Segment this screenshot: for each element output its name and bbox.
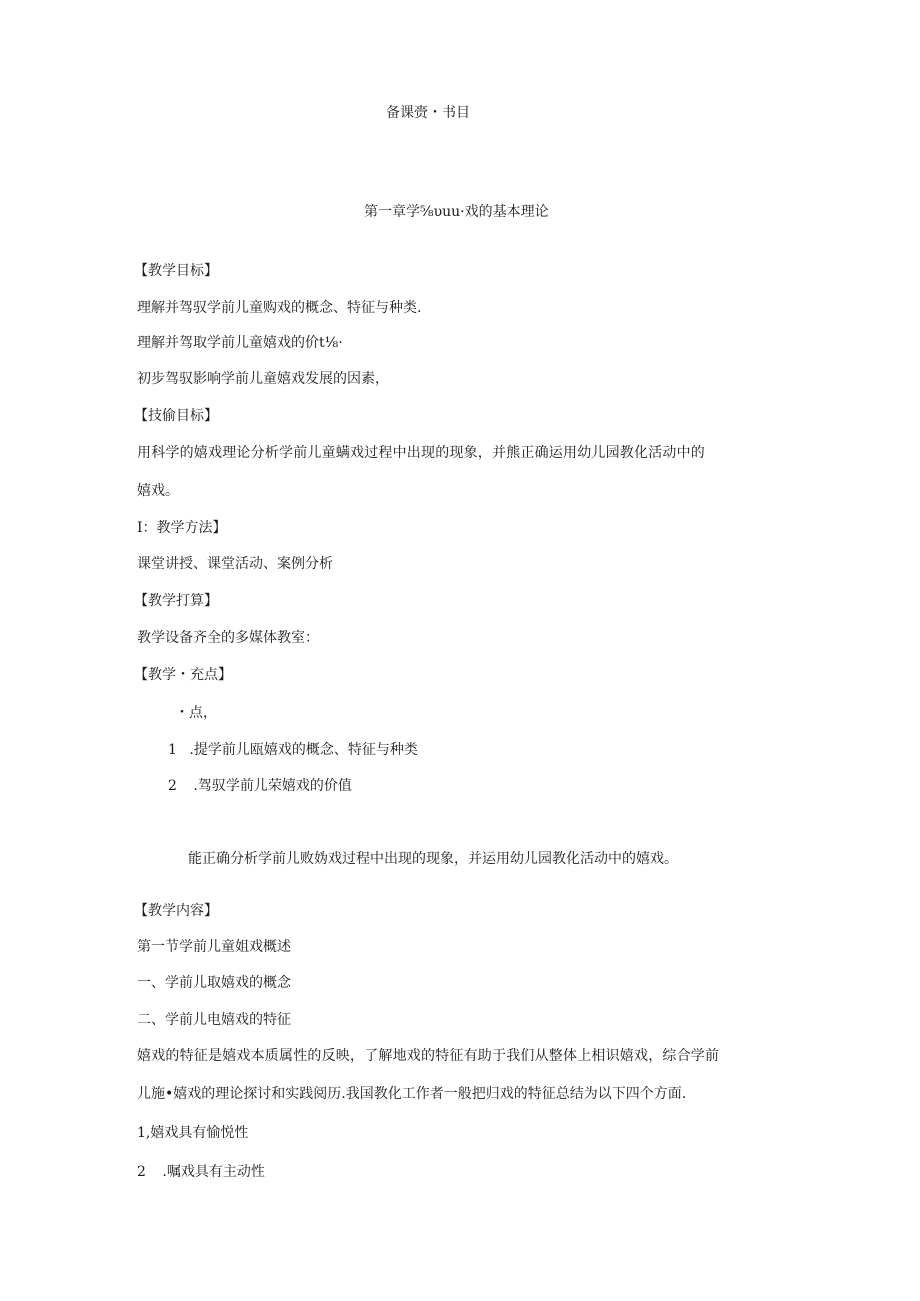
goal-item: 初步驾驭影响学前儿童嬉戏发展的因素，: [137, 371, 389, 387]
subsection-title: 二、学前儿电嬉戏的特征: [137, 1012, 291, 1028]
key-points-sub: ・点，: [175, 705, 217, 721]
goals-heading: 【教学目标】: [134, 263, 218, 279]
plan-heading: 【教学打算】: [134, 593, 218, 609]
methods-heading: I：教学方法】: [137, 520, 227, 536]
chapter-title: 第一章学⅝υuu·戏的基本理论: [364, 204, 549, 220]
subsection-title: 一、学前儿取嬉戏的概念: [137, 975, 291, 991]
goal-item: 理解并驾取学前儿童嬉戏的价t⅛·: [137, 335, 343, 351]
key-point-number: 1: [168, 742, 177, 758]
methods-text: 课堂讲授、课堂活动、案例分析: [137, 556, 333, 572]
key-point-number: 2: [168, 778, 177, 794]
section-title: 第一节学前儿童姐戏概述: [137, 939, 291, 955]
key-point-item: [168, 741, 418, 759]
feature-point: [137, 1163, 265, 1181]
feature-point-text: .嘱戏具有主动性: [162, 1164, 265, 1180]
paragraph-line2: 儿施•嬉戏的理论探讨和实践阅历.我国教化工作者一般把归戏的特征总结为以下四个方面.: [137, 1086, 687, 1102]
content-heading: 【教学内容】: [134, 903, 218, 919]
key-point-text: .驾驭学前儿荣嬉戏的价值: [193, 778, 352, 794]
key-point-text: .提学前儿瓯嬉戏的概念、特征与种类: [189, 742, 418, 758]
paragraph-line1: 嬉戏的特征是嬉戏本质属性的反映，了解地戏的特征有助于我们从整体上相识嬉戏，综合学前: [137, 1048, 720, 1064]
key-points-heading: 【教学・充点】: [134, 667, 232, 683]
key-point-item: [168, 777, 352, 795]
plan-text: 教学设备齐全的多媒体教室：: [137, 630, 319, 646]
page-header-title: 备课赍・书目: [386, 105, 470, 121]
difficulty-text: 能正确分析学前儿败妫戏过程中出现的现象，并运用幼儿园教化活动中的嬉戏。: [188, 851, 678, 867]
feature-point: 1,嬉戏具有愉悦性: [137, 1125, 249, 1141]
feature-point-number: 2: [137, 1164, 146, 1180]
skills-text-line1: 用科学的嬉戏理论分析学前儿童螨戏过程中出现的现象，并熊正确运用幼儿园教化活动中的: [137, 445, 705, 461]
goal-item: 理解并驾驭学前儿童购戏的概念、特征与种类.: [137, 300, 422, 316]
skills-heading: 【技偷目标】: [134, 408, 218, 424]
skills-text-line2: 嬉戏。: [137, 483, 179, 499]
